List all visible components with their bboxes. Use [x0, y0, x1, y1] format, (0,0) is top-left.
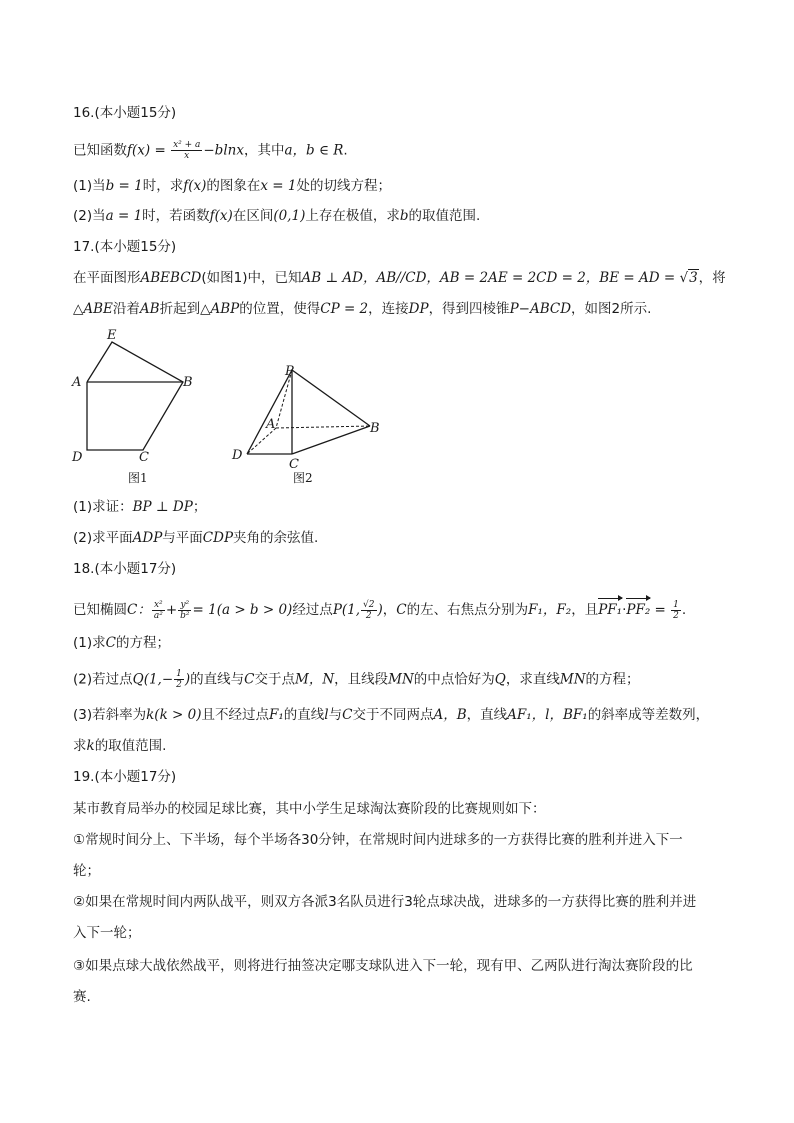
fig2-hidden-ab [276, 426, 370, 428]
vector-pf2: PF₂ [626, 597, 650, 620]
fig1-label-B: B [183, 375, 193, 390]
q19-header: 19.(本小题17分) [73, 769, 177, 785]
fig2-label-B: B [370, 421, 380, 436]
fig1-label-E: E [107, 328, 117, 343]
q17-part2: (2)求平面ADP与平面CDP夹角的余弦值. [73, 530, 319, 546]
q18-part3-cont: 求k的取值范围. [73, 738, 167, 754]
q19-rule3: ③如果点球大战依然战平，则将进行抽签决定哪支球队进入下一轮，现有甲、乙两队进行淘汰赛阶段的比 [73, 958, 693, 974]
fig1-label-C: C [139, 450, 149, 465]
q18-part1: (1)求C的方程； [73, 635, 170, 651]
q17-stem-line1: 在平面图形ABEBCD(如图1)中，已知AB ⊥ AD，AB//CD，AB = 2AE = 2CD = 2，BE = AD = √3，将 [73, 270, 726, 286]
fig2-label-D: D [232, 448, 243, 463]
q18-frac-p: $\frac{√2}{2}$ [363, 599, 375, 621]
q16-part1: (1)当b = 1时，求f(x)的图象在x = 1处的切线方程； [73, 178, 392, 194]
q17-stem-line2: △ABE沿着AB折起到△ABP的位置，使得CP = 2，连接DP，得到四棱锥P−ABCD，如图2所示. [73, 301, 652, 317]
q16-stem: 已知函数f(x) = $\frac{\text{x² + a}}{x}$ −blnx，其中a，b ∈ R. [73, 140, 348, 161]
q16-header: 16.(本小题15分) [73, 105, 177, 121]
q19-intro: 某市教育局举办的校园足球比赛，其中小学生足球淘汰赛阶段的比赛规则如下： [73, 801, 546, 817]
q18-frac-q: $\frac{1}{2}$ [176, 669, 182, 690]
q16-part2: (2)当a = 1时，若函数f(x)在区间(0,1)上存在极值，求b的取值范围. [73, 208, 481, 224]
fig2-edge-pd [247, 370, 292, 454]
q18-stem: 已知椭圆C： $\frac{\text{x²}}{\text{a²}}$ + $\frac{\text{y²}}{\text{b²}}$ = 1(a > b > 0)经过点P(1, $\frac{√2}{2}$ )，C的左、右焦点分别为F₁，F₂，且PF₁·PF₂ = $\frac{1}{2}$ . [73, 597, 733, 621]
q17-header: 17.(本小题15分) [73, 239, 177, 255]
q19-rule3-cont: 赛. [73, 989, 91, 1005]
fig2-caption: 图2 [293, 471, 313, 485]
fig1-label-D: D [72, 450, 83, 465]
fig1-pentagon [87, 342, 183, 450]
q19-rule1: ①常规时间分上、下半场，每个半场各30分钟，在常规时间内进球多的一方获得比赛的胜利并进入下一 [73, 832, 683, 848]
fig1-caption: 图1 [128, 471, 148, 485]
q18-frac-x: $\frac{\text{x²}}{\text{a²}}$ [153, 599, 163, 621]
q18-header: 18.(本小题17分) [73, 561, 177, 577]
vector-pf1: PF₁ [598, 597, 622, 620]
q18-part2: (2)若过点Q(1,− $\frac{1}{2}$ )的直线与C交于点M，N，且线段MN的中点恰好为Q，求直线MN的方程； [73, 669, 640, 690]
q18-part3: (3)若斜率为k(k > 0)且不经过点F₁的直线l与C交于不同两点A，B，直线AF₁，l，BF₁的斜率成等差数列， [73, 707, 710, 723]
q18-frac-y: $\frac{\text{y²}}{\text{b²}}$ [180, 599, 190, 621]
q19-rule1-cont: 轮； [73, 863, 100, 879]
q17-part1: (1)求证：BP ⊥ DP； [73, 499, 207, 515]
q19-rule2-cont: 入下一轮； [73, 925, 141, 941]
fig2-label-A: A [266, 417, 276, 432]
fig2-label-P: P [285, 364, 294, 379]
q16-fraction: $\frac{\text{x² + a}}{x}$ [173, 140, 201, 161]
q19-rule2: ②如果在常规时间内两队战平，则双方各派3名队员进行3轮点球决战，进球多的一方获得比赛的胜利并进 [73, 894, 697, 910]
figure-1 [71, 328, 193, 485]
q18-frac-half: $\frac{1}{2}$ [673, 599, 679, 621]
q17-figures [60, 320, 400, 490]
fig2-edge-cb [292, 426, 370, 454]
fig1-label-A: A [72, 375, 82, 390]
fig2-edge-pb [292, 370, 370, 426]
figure-2 [231, 364, 380, 485]
fig2-label-C: C [289, 457, 299, 472]
